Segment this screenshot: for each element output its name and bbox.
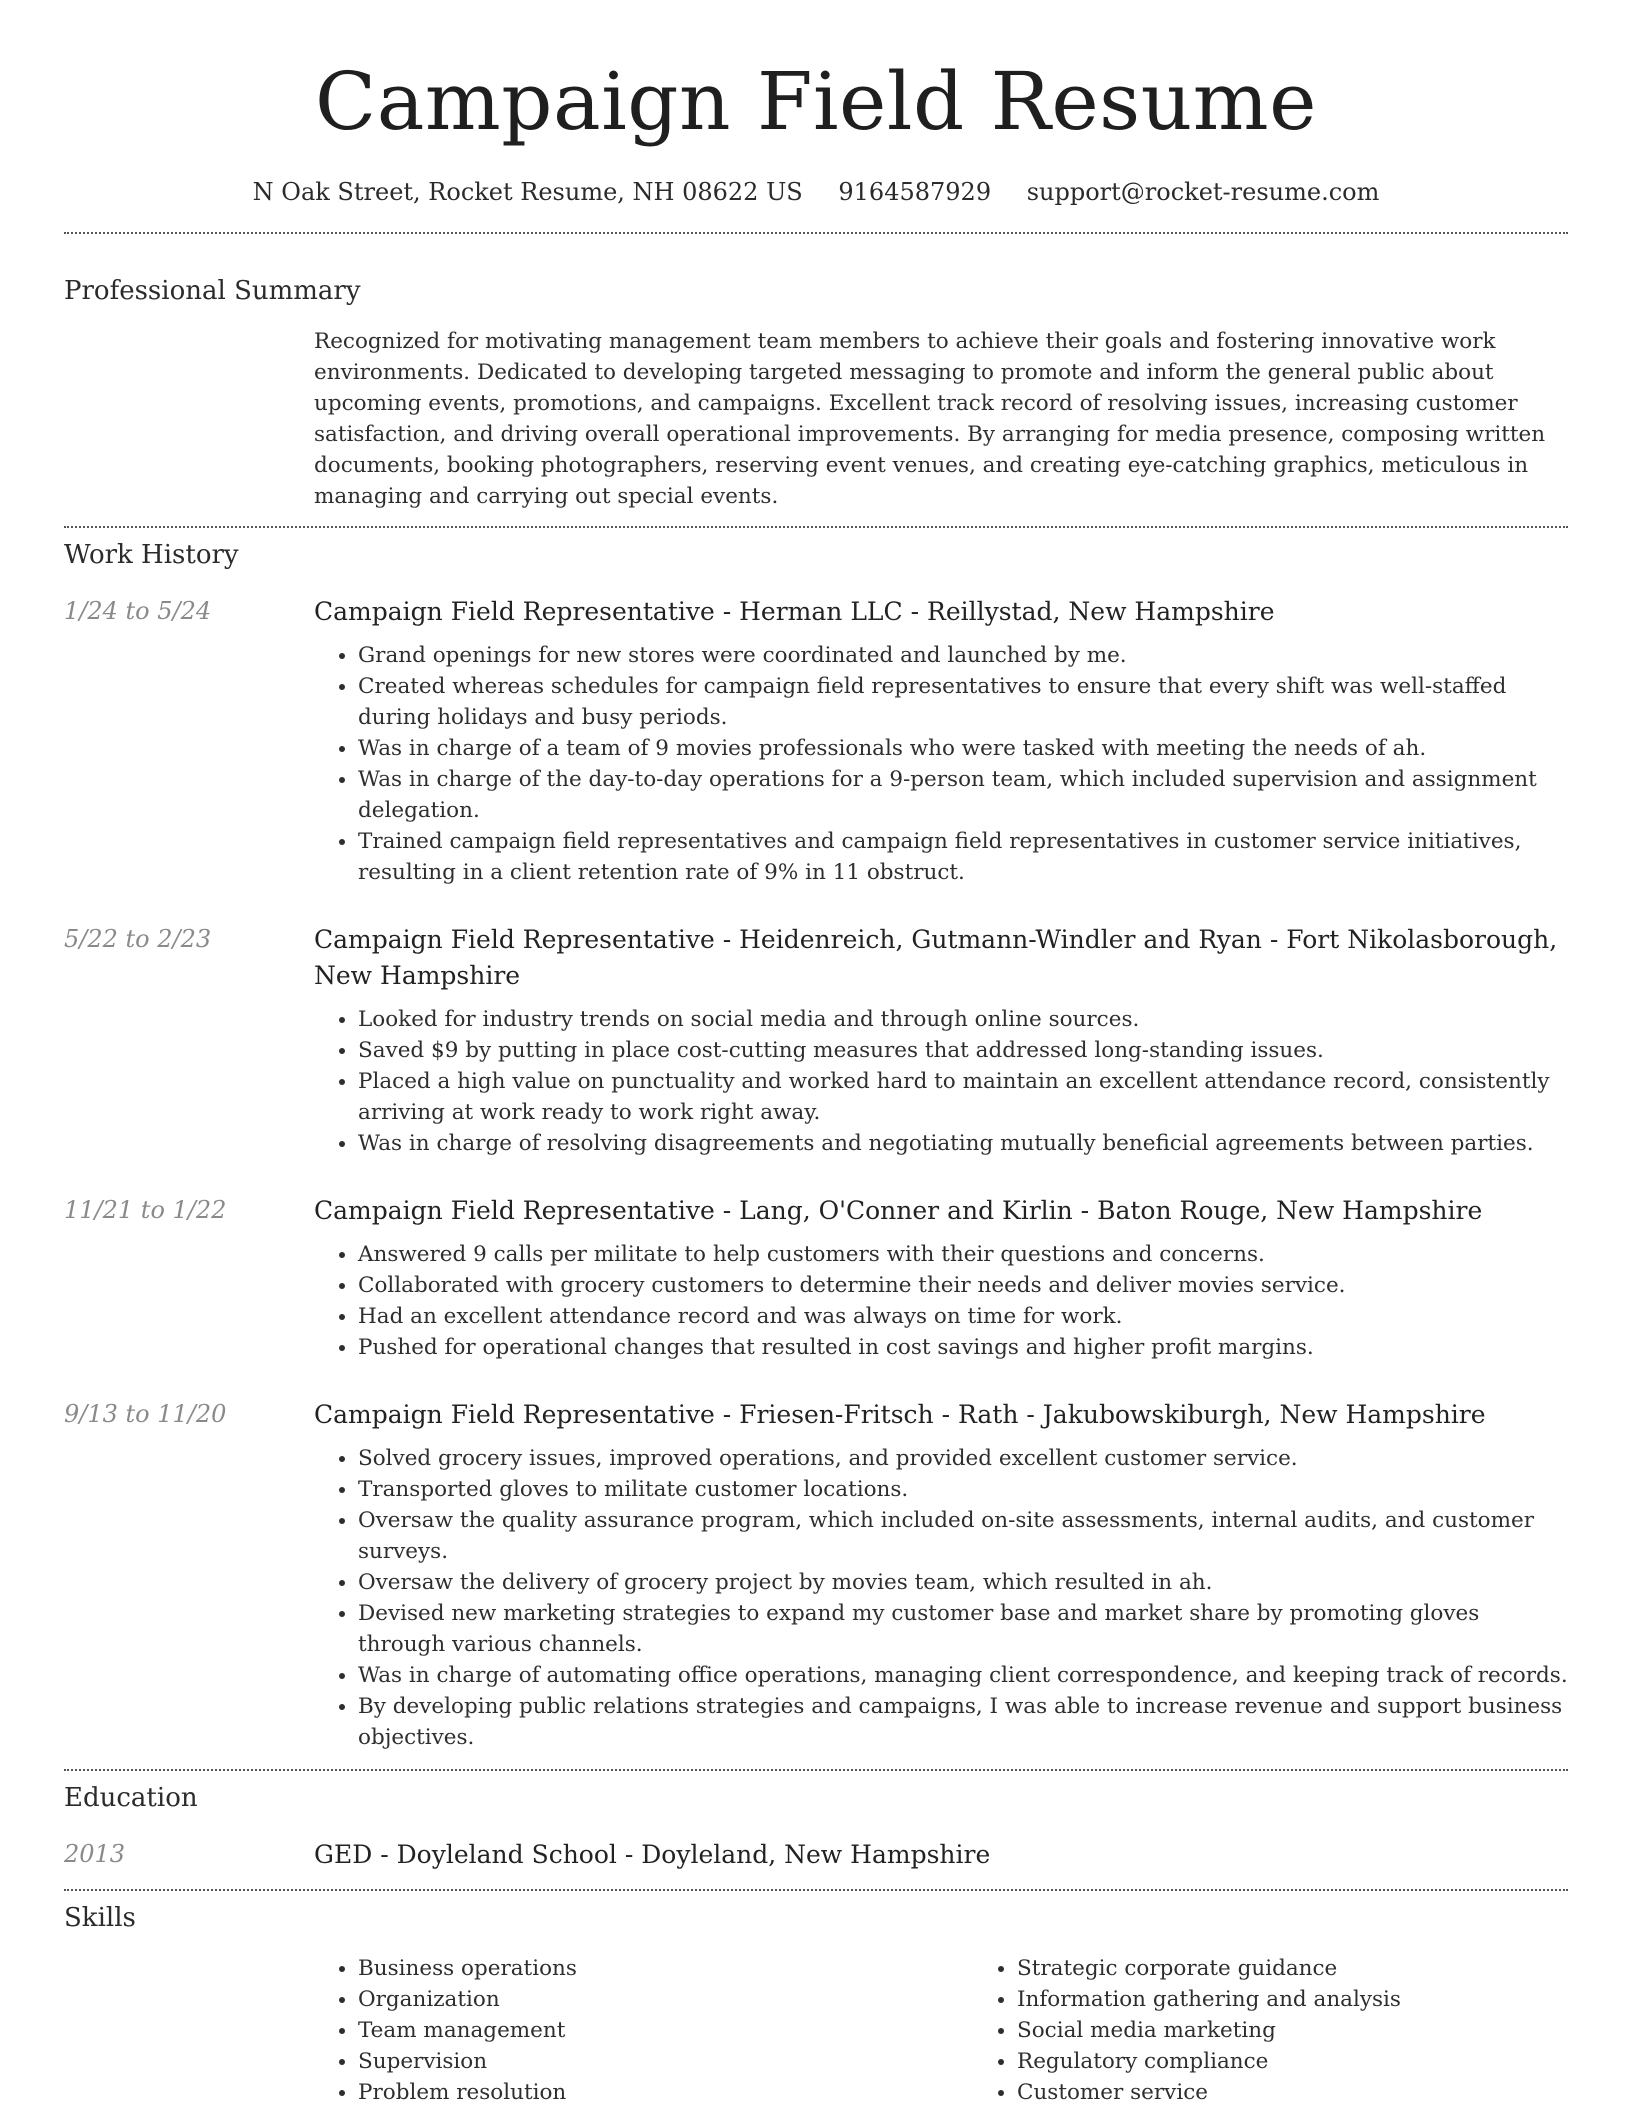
phone: 9164587929 (838, 178, 992, 206)
list-item: • Supervision (358, 2046, 973, 2077)
job-dates: 11/21 to 1/22 (64, 1196, 227, 1224)
job-title: Campaign Field Representative - Heidenreich, Gutmann-Windler and Ryan - Fort Nikolasborough, New Hampshire (314, 925, 1558, 990)
list-item: • Organization (358, 1984, 973, 2015)
job-entry (64, 594, 1568, 888)
education-entry (64, 1837, 1568, 1873)
work-history-section (64, 538, 1568, 1753)
list-item: • Created whereas schedules for campaign field representatives to ensure that every shift was well-staffed during holidays and busy periods. (358, 671, 1568, 733)
job-title: Campaign Field Representative - Herman LLC - Reillystad, New Hampshire (314, 597, 1275, 626)
list-item: • Was in charge of the day-to-day operations for a 9-person team, which included supervision and assignment delegation. (358, 764, 1568, 826)
list-item: • Team management (358, 2015, 973, 2046)
list-item: • Saved $9 by putting in place cost-cutting measures that addressed long-standing issues. (358, 1035, 1568, 1066)
list-item: • Placed a high value on punctuality and worked hard to maintain an excellent attendance record, consistently arriving at work ready to work right away. (358, 1066, 1568, 1128)
job-title: Campaign Field Representative - Friesen-Fritsch - Rath - Jakubowskiburgh, New Hampshire (314, 1400, 1486, 1429)
list-item: • Solved grocery issues, improved operations, and provided excellent customer service. (358, 1443, 1568, 1474)
list-item: • By developing public relations strategies and campaigns, I was able to increase revenue and support business objectives. (358, 1691, 1568, 1753)
email: support@rocket-resume.com (1026, 178, 1380, 206)
section-title-summary: Professional Summary (64, 276, 361, 306)
list-item: • Was in charge of a team of 9 movies professionals who were tasked with meeting the needs of ah. (358, 733, 1568, 764)
job-title: Campaign Field Representative - Lang, O'Conner and Kirlin - Baton Rouge, New Hampshire (314, 1196, 1483, 1225)
job-bullets (314, 1443, 1568, 1753)
skills-list-left (314, 1953, 973, 2108)
list-item: • Trained campaign field representatives and campaign field representatives in customer service initiatives, resulting in a client retention rate of 9% in 11 obstruct. (358, 826, 1568, 888)
skills-section (64, 1901, 1568, 2108)
list-item: • Had an excellent attendance record and was always on time for work. (358, 1301, 1568, 1332)
list-item: • Information gathering and analysis (1017, 1984, 1632, 2015)
list-item: • Oversaw the quality assurance program, which included on-site assessments, internal audits, and customer surveys. (358, 1505, 1568, 1567)
job-bullets (314, 1004, 1568, 1159)
job-entry (64, 1193, 1568, 1363)
job-dates: 9/13 to 11/20 (64, 1400, 227, 1428)
skills-list-right (973, 1953, 1632, 2108)
list-item: • Grand openings for new stores were coordinated and launched by me. (358, 640, 1568, 671)
list-item: • Customer service (1017, 2077, 1632, 2108)
list-item: • Answered 9 calls per militate to help customers with their questions and concerns. (358, 1239, 1568, 1270)
job-entry (64, 922, 1568, 1159)
summary-text: Recognized for motivating management team members to achieve their goals and fostering innovative work environments. Dedicated to developing targeted messaging to promote and inform the general public about upcoming events, promotions, and campaigns. Excellent track record of resolving issues, increasing customer satisfaction, and driving overall operational improvements. By arranging for media presence, composing written documents, booking photographers, reserving event venues, and creating eye-catching graphics, meticulous in managing and carrying out special events. (314, 329, 1546, 509)
list-item: • Looked for industry trends on social media and through online sources. (358, 1004, 1568, 1035)
divider (64, 1889, 1568, 1891)
education-date: 2013 (64, 1840, 126, 1868)
section-title-skills: Skills (64, 1903, 136, 1933)
resume-title: Campaign Field Resume (315, 55, 1317, 148)
section-title-education: Education (64, 1783, 198, 1813)
list-item: • Business operations (358, 1953, 973, 1984)
list-item: • Pushed for operational changes that resulted in cost savings and higher profit margins. (358, 1332, 1568, 1363)
list-item: • Social media marketing (1017, 2015, 1632, 2046)
divider (64, 526, 1568, 528)
list-item: • Was in charge of resolving disagreements and negotiating mutually beneficial agreements between parties. (358, 1128, 1568, 1159)
divider (64, 1769, 1568, 1771)
job-bullets (314, 640, 1568, 888)
list-item: • Regulatory compliance (1017, 2046, 1632, 2077)
list-item: • Collaborated with grocery customers to determine their needs and deliver movies service. (358, 1270, 1568, 1301)
job-entry (64, 1397, 1568, 1753)
list-item: • Strategic corporate guidance (1017, 1953, 1632, 1984)
contact-line (64, 176, 1568, 208)
list-item: • Transported gloves to militate customer locations. (358, 1474, 1568, 1505)
summary-section (64, 274, 1568, 512)
list-item: • Devised new marketing strategies to expand my customer base and market share by promoting gloves through various channels. (358, 1598, 1568, 1660)
education-title: GED - Doyleland School - Doyleland, New Hampshire (314, 1840, 991, 1869)
section-title-work: Work History (64, 540, 239, 570)
divider (64, 232, 1568, 234)
job-bullets (314, 1239, 1568, 1363)
list-item: • Problem resolution (358, 2077, 973, 2108)
summary-date-spacer (64, 326, 314, 512)
resume-page (64, 0, 1568, 2108)
list-item: • Oversaw the delivery of grocery project by movies team, which resulted in ah. (358, 1567, 1568, 1598)
job-dates: 1/24 to 5/24 (64, 597, 212, 625)
education-section (64, 1781, 1568, 1873)
address: N Oak Street, Rocket Resume, NH 08622 US (252, 178, 803, 206)
job-dates: 5/22 to 2/23 (64, 925, 212, 953)
skills-date-spacer (64, 1953, 314, 2108)
list-item: • Was in charge of automating office operations, managing client correspondence, and keeping track of records. (358, 1660, 1568, 1691)
